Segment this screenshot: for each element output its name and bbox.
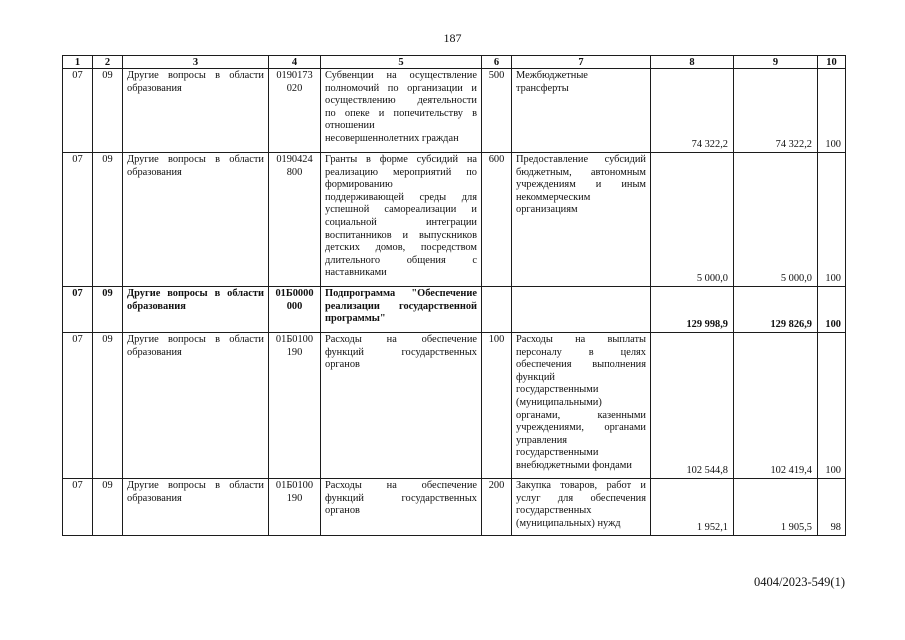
table-cell-col-7 <box>512 153 651 287</box>
table-cell-col-4 <box>269 333 321 479</box>
table-cell-col-9: 102 419,4 <box>734 333 818 479</box>
cell-text-line: полномочий по организации и <box>325 82 477 94</box>
cell-text-line: (муниципальными) <box>516 396 602 408</box>
column-number-5: 5 <box>321 56 482 69</box>
cell-text-line: Гранты в форме субсидий на <box>325 154 477 165</box>
table-cell-col-9: 1 905,5 <box>734 479 818 536</box>
table-cell-col-7 <box>512 69 651 153</box>
cell-text-line: государственными <box>516 447 599 459</box>
table-cell-col-8: 102 544,8 <box>651 333 734 479</box>
cell-text-line: органов <box>325 359 360 371</box>
column-number-8: 8 <box>651 56 734 69</box>
table-cell-col-4 <box>269 479 321 536</box>
cell-text-line: осуществлению деятельности <box>325 95 477 107</box>
table-cell-col-1: 07 <box>63 153 93 287</box>
cell-text-line: трансферты <box>516 82 569 94</box>
cell-text-line: обеспечения выполнения <box>516 359 646 371</box>
cell-text-line: формированию <box>325 179 393 191</box>
cell-text-line: социальной интеграции <box>325 216 477 228</box>
table-cell-col-10: 100 <box>818 333 846 479</box>
table-body <box>63 69 846 536</box>
table-cell-col-1: 07 <box>63 333 93 479</box>
cell-text-line: образования <box>127 300 186 312</box>
cell-text-line: Расходы на обеспечение <box>325 480 477 491</box>
cell-text-line: Субвенции на осуществление <box>325 70 477 81</box>
cell-text-line: некоммерческим <box>516 191 591 203</box>
cell-text-line: Подпрограмма "Обеспечение <box>325 288 477 299</box>
cell-text-line: 01Б0100 <box>275 480 314 491</box>
cell-text-line: Другие вопросы в области <box>127 70 264 81</box>
table-cell-col-5 <box>321 479 482 536</box>
table-cell-col-9: 74 322,2 <box>734 69 818 153</box>
cell-text-line: образования <box>127 166 182 178</box>
cell-text-line: управления <box>516 434 568 446</box>
cell-text-line: образования <box>127 346 182 358</box>
cell-text-line: государственных <box>516 505 592 517</box>
table-cell-col-9: 5 000,0 <box>734 153 818 287</box>
table-cell-col-8: 74 322,2 <box>651 69 734 153</box>
cell-text-line: 01Б0000 <box>275 288 314 299</box>
cell-text-line: (муниципальных) нужд <box>516 517 621 529</box>
cell-text-line: функций <box>516 371 555 383</box>
cell-text-line: организациям <box>516 204 578 216</box>
table-cell-col-3 <box>123 153 269 287</box>
cell-text-line: 190 <box>286 492 303 504</box>
cell-text-line: наставниками <box>325 267 387 279</box>
table-cell-col-5 <box>321 69 482 153</box>
table-cell-col-7 <box>512 479 651 536</box>
column-number-3: 3 <box>123 56 269 69</box>
cell-text-line: учреждениям и иным <box>516 179 646 191</box>
cell-text-line: программы" <box>325 313 386 325</box>
cell-text-line: функций государственных <box>325 492 477 504</box>
cell-text-line: учреждениями, органами <box>516 422 646 434</box>
cell-text-line: Расходы на выплаты <box>516 334 646 345</box>
table-cell-col-8: 5 000,0 <box>651 153 734 287</box>
table-cell-col-6: 100 <box>482 333 512 479</box>
table-cell-col-3 <box>123 69 269 153</box>
cell-text-line: образования <box>127 492 182 504</box>
cell-text-line: 020 <box>286 82 303 94</box>
cell-text-line: Межбюджетные <box>516 70 588 81</box>
cell-text-line: Предоставление субсидий <box>516 154 646 165</box>
cell-text-line: Другие вопросы в области <box>127 288 264 299</box>
cell-text-line: 190 <box>286 346 303 358</box>
cell-text-line: воспитанников и выпускников <box>325 229 477 241</box>
table-row <box>63 69 846 153</box>
cell-text-line: 0190424 <box>276 154 313 165</box>
table-cell-col-10: 100 <box>818 69 846 153</box>
table-row <box>63 287 846 333</box>
table-cell-col-7 <box>512 333 651 479</box>
cell-text-line: Другие вопросы в области <box>127 334 264 345</box>
cell-text-line: по опеке и попечительству в <box>325 107 477 119</box>
table-cell-col-4 <box>269 287 321 333</box>
table-cell-col-7 <box>512 287 651 333</box>
table-cell-col-6 <box>482 287 512 333</box>
cell-text-line: Другие вопросы в области <box>127 480 264 491</box>
table-cell-col-4 <box>269 69 321 153</box>
column-number-6: 6 <box>482 56 512 69</box>
table-row <box>63 153 846 287</box>
cell-text-line: бюджетным, автономным <box>516 166 646 178</box>
column-number-9: 9 <box>734 56 818 69</box>
table-cell-col-1: 07 <box>63 479 93 536</box>
table-cell-col-3 <box>123 333 269 479</box>
table-cell-col-2: 09 <box>93 479 123 536</box>
column-number-4: 4 <box>269 56 321 69</box>
cell-text-line: успешной самореализации и <box>325 204 477 216</box>
table-cell-col-5 <box>321 333 482 479</box>
cell-text-line: Закупка товаров, работ и <box>516 480 646 491</box>
column-number-7: 7 <box>512 56 651 69</box>
table-cell-col-5 <box>321 153 482 287</box>
table-cell-col-1: 07 <box>63 287 93 333</box>
column-number-2: 2 <box>93 56 123 69</box>
table-cell-col-10: 100 <box>818 153 846 287</box>
table-cell-col-10: 98 <box>818 479 846 536</box>
document-code: 0404/2023-549(1) <box>754 575 845 589</box>
cell-text-line: несовершеннолетних граждан <box>325 132 459 144</box>
table-cell-col-6: 200 <box>482 479 512 536</box>
cell-text-line: 0190173 <box>276 70 313 81</box>
cell-text-line: персоналу в целях <box>516 346 646 358</box>
table-cell-col-4 <box>269 153 321 287</box>
table-cell-col-2: 09 <box>93 333 123 479</box>
cell-text-line: услуг для обеспечения <box>516 492 646 504</box>
cell-text-line: 800 <box>286 166 303 178</box>
table-cell-col-9: 129 826,9 <box>734 287 818 333</box>
cell-text-line: государственными <box>516 384 599 396</box>
cell-text-line: Расходы на обеспечение <box>325 334 477 345</box>
cell-text-line: отношении <box>325 120 375 132</box>
table-cell-col-6: 600 <box>482 153 512 287</box>
page-number: 187 <box>443 31 462 45</box>
cell-text-line: внебюджетными фондами <box>516 459 632 471</box>
table-cell-col-3 <box>123 479 269 536</box>
cell-text-line: реализации государственной <box>325 300 477 312</box>
cell-text-line: образования <box>127 82 182 94</box>
cell-text-line: детских домов, посредством <box>325 242 477 254</box>
column-number-1: 1 <box>63 56 93 69</box>
table-cell-col-10: 100 <box>818 287 846 333</box>
table-cell-col-2: 09 <box>93 287 123 333</box>
cell-text-line: органами, казенными <box>516 409 646 421</box>
cell-text-line: органов <box>325 505 360 517</box>
budget-table <box>62 55 846 536</box>
table-cell-col-2: 09 <box>93 153 123 287</box>
cell-text-line: длительного общения с <box>325 254 477 266</box>
cell-text-line: Другие вопросы в области <box>127 154 264 165</box>
column-number-10: 10 <box>818 56 846 69</box>
table-cell-col-6: 500 <box>482 69 512 153</box>
table-cell-col-1: 07 <box>63 69 93 153</box>
table-cell-col-8: 129 998,9 <box>651 287 734 333</box>
table-header-row <box>63 56 846 69</box>
table-cell-col-8: 1 952,1 <box>651 479 734 536</box>
table-row <box>63 479 846 536</box>
cell-text-line: 000 <box>286 300 303 312</box>
table-cell-col-3 <box>123 287 269 333</box>
table-row <box>63 333 846 479</box>
table-cell-col-5 <box>321 287 482 333</box>
cell-text-line: поддерживающей среды для <box>325 191 477 203</box>
cell-text-line: функций государственных <box>325 346 477 358</box>
cell-text-line: 01Б0100 <box>275 334 314 345</box>
table-cell-col-2: 09 <box>93 69 123 153</box>
cell-text-line: реализацию мероприятий по <box>325 166 477 178</box>
